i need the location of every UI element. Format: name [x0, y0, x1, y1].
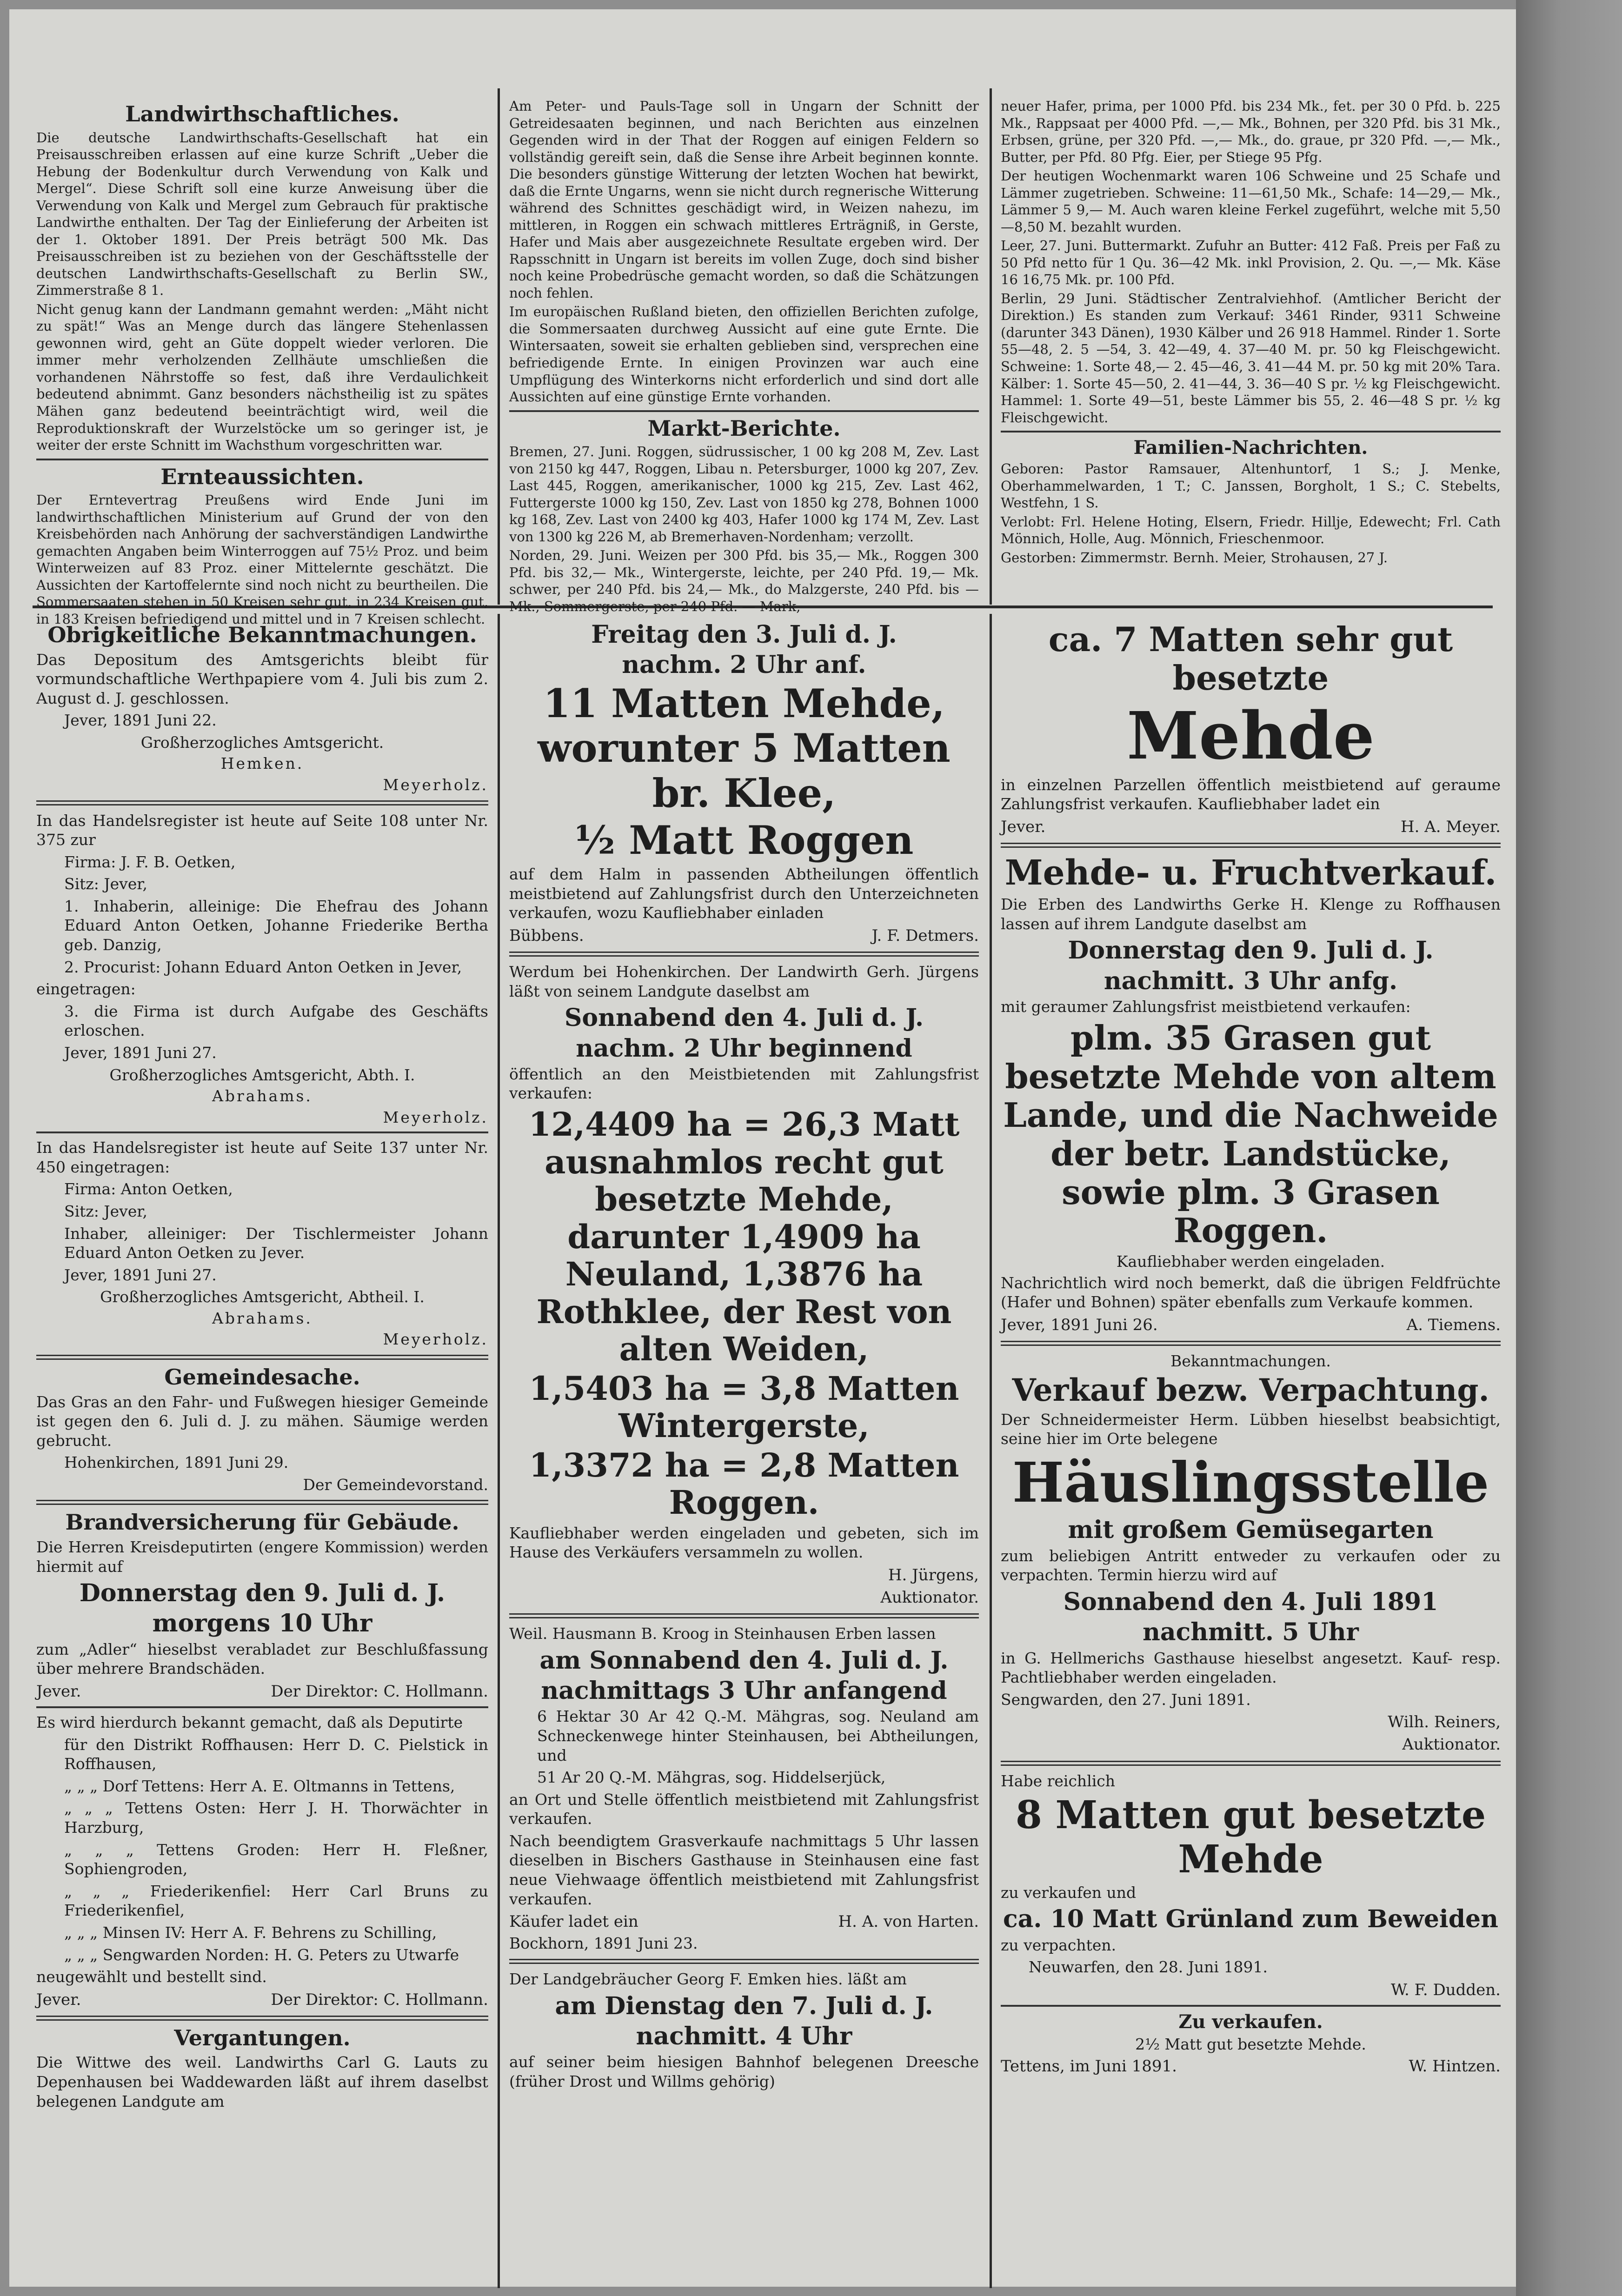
ad-1-signature — [509, 925, 979, 946]
ad-4-intro: Der Landgebräucher Georg F. Emken hies. läßt am — [509, 1970, 907, 1988]
register-1-clerk: Meyerholz. — [383, 1108, 488, 1126]
register-2-court: Großherzogliches Amtsgericht, Abtheil. I. — [100, 1288, 425, 1306]
ad-b3-text-3: in G. Hellmerichs Gasthause hieselbst angesetzt. Kauf- resp. Pachtliebhaber werden eingeladen. — [1001, 1649, 1501, 1687]
ad-b5-text: 2½ Matt gut besetzte Mehde. — [1135, 2035, 1366, 2054]
deputy-line: „ „ „ Friederikenfiel: Herr Carl Bruns zu Friederikenfiel, — [64, 1882, 488, 1920]
deputies-intro: Es wird hierdurch bekannt gemacht, daß als Deputirte — [36, 1713, 463, 1732]
register-2-owner: Inhaber, alleiniger: Der Tischlermeister Johann Eduard Anton Oetken zu Jever. — [64, 1224, 488, 1262]
ad-1-time: nachm. 2 Uhr anf. — [622, 651, 866, 679]
register-2-firm: Firma: Anton Oetken, — [64, 1180, 233, 1198]
register-1-seat: Sitz: Jever, — [64, 875, 147, 893]
middle-column — [509, 619, 979, 2283]
auctions-text: Die Wittwe des weil. Landwirths Carl G. Lauts zu Depenhausen bei Waddewarden läßt auf ihrem daselbst belegenen Landgute am — [36, 2053, 488, 2110]
ad-b4-text: zu verkaufen und — [1001, 1883, 1137, 1902]
divider — [36, 800, 488, 805]
ad-2-text: öffentlich an den Meistbietenden mit Zahlungsfrist verkaufen: — [509, 1065, 979, 1103]
deputies-outro: neugewählt und bestellt sind. — [36, 1968, 267, 1986]
ad-3-intro: Weil. Hausmann B. Kroog in Steinhausen Erben lassen — [509, 1624, 936, 1643]
berlin-cattle-market: Berlin, 29 Juni. Städtischer Zentralviehhof. (Amtlicher Bericht der Direktion.) Es standen zum Verkauf: 3461 Rinder, 9311 Schweine (darunter 343 Dänen), 1930 Kälber und 26 918 Hammel. Rinder 1. Sorte 55—48, 2. 5 —54, 3. 42—49, 4. 37—40 M. pr. 50 kg Fleischgewicht. Schweine: 1. Sorte 48,— 2. 45—46, 3. 41—44 M. pr. 50 kg mit 20% Tara. Kälber: 1. Sorte 45—50, 2. 41—44, 3. 36—40 S pr. ½ kg Fleischgewicht. Hammel: 1. Sorte 49—51, beste Lämmer bis 55, 2. 46—48 S pr. ½ kg Fleischgewicht. — [1001, 290, 1501, 426]
deputy-line: „ „ „ Sengwarden Norden: H. G. Peters zu Utwarfe — [64, 1945, 459, 1964]
ad-b2-date-2: Jever, 1891 Juni 26. — [1001, 1316, 1158, 1334]
ad-b4-sub: ca. 10 Matt Grünland zum Beweiden — [1003, 1905, 1498, 1934]
ad-b3-role: Auktionator. — [1402, 1735, 1501, 1754]
ad-b2-signer: A. Tiemens. — [1406, 1316, 1501, 1334]
divider — [509, 952, 979, 957]
register-1-firm: Firma: J. F. B. Oetken, — [64, 852, 236, 871]
ad-3-buyers: Käufer ladet ein — [509, 1912, 638, 1931]
scan-edge — [1516, 0, 1622, 2296]
divider — [1001, 2005, 1501, 2007]
right-column — [1001, 619, 1501, 2283]
community-place: Hohenkirchen, 1891 Juni 29. — [64, 1453, 289, 1472]
ad-1-signer: J. F. Detmers. — [871, 926, 979, 945]
ad-3-text-2: Nach beendigtem Grasverkaufe nachmittags 5 Uhr lassen dieselben in Bischers Gasthause in Steinhausen eine fast neue Viehwaage öffentlich meistbietend mit Zahlungsfrist verkaufen. — [509, 1831, 979, 1908]
ad-1-headline: 11 Matten Mehde, worunter 5 Matten br. Klee, — [538, 680, 951, 816]
deputy-line: „ „ „ Tettens Osten: Herr J. H. Thorwächter in Harzburg, — [64, 1799, 488, 1837]
fire-insurance-text: Die Herren Kreisdeputirten (engere Kommission) werden hiermit auf — [36, 1537, 488, 1576]
ad-2-mehde: 12,4409 ha = 26,3 Matt ausnahmlos recht gut besetzte Mehde, darunter 1,4909 ha Neuland, 1,3876 ha Rothklee, der Rest von alten Weiden, — [528, 1105, 960, 1369]
hungary-report: Am Peter- und Pauls-Tage soll in Ungarn der Schnitt der Getreidesaaten beginnen, und nach Berichten aus einzelnen Gegenden wird in der That der Roggen auf einigen Feldern so vollständig gereift sein, daß die Sense ihre Arbeit beginnen konnte. Die besonders günstige Witterung der letzten Wochen hat bewirkt, daß die Ernte Ungarns, wenn sie nicht durch regnerische Witterung während des Schnittes geschädigt wird, in Weizen nahezu, im mittleren, in Roggen ein schwach mittleres Erträgniß, in Gerste, Hafer und Mais aber ausgezeichnete Resultate ergeben wird. Der Rapsschnitt in Ungarn ist bereits im vollen Zuge, doch sind bisher noch keine Probedrüsche gemacht worden, so daß die Schätzungen noch fehlen. — [509, 98, 979, 301]
ad-b5-place: Tettens, im Juni 1891. — [1001, 2056, 1177, 2076]
ad-b2-title: Mehde- u. Fruchtverkauf. — [1004, 852, 1497, 893]
fire-insurance-title: Brandversicherung für Gebäude. — [65, 1510, 459, 1535]
ad-b2-time: nachmitt. 3 Uhr anfg. — [1103, 966, 1398, 995]
ad-4-text: auf seiner beim hiesigen Bahnhof belegenen Dreesche (früher Drost und Willms gehörig) — [509, 2053, 979, 2090]
ad-2-intro: Werdum bei Hohenkirchen. Der Landwirth Gerh. Jürgens läßt von seinem Landgute daselbst am — [509, 963, 979, 1000]
divider — [36, 2016, 488, 2021]
register-1-judge: Abrahams. — [212, 1087, 312, 1105]
ad-b4-big: 8 Matten gut besetzte Mehde — [1015, 1793, 1486, 1882]
left-column — [36, 619, 488, 2283]
ad-2-time: nachm. 2 Uhr beginnend — [576, 1034, 912, 1063]
market-prices: neuer Hafer, prima, per 1000 Pfd. bis 234 Mk., fet. per 30 0 Pfd. b. 225 Mk., Rappsaat per 4000 Pfd. —,— Mk., Bohnen, per 320 Pfd. bis 31 Mk., Erbsen, grüne, per 320 Pfd. —,— Mk., do. graue, pr 320 Pfd. —,— Mk., Butter, per Pfd. 80 Pfg. Eier, per Stiege 95 Pfg. — [1001, 98, 1501, 165]
column-rule-top-2 — [990, 88, 992, 605]
deputy-line: für den Distrikt Roffhausen: Herr D. C. Pielstick in Roffhausen, — [64, 1735, 488, 1773]
ad-b1-place: Jever. — [1001, 817, 1046, 836]
market-title: Markt-Berichte. — [647, 415, 841, 441]
newspaper-page — [9, 9, 1516, 2287]
market-bremen: Bremen, 27. Juni. Roggen, südrussischer, 1 00 kg 208 M, Zev. Last von 2150 kg 447, Roggen, Libau n. Petersburger, 1000 kg 207, Zev. Last 445, Roggen, amerikanischer, 1000 kg 215, Zev. Last 462, Futtergerste 1000 kg 150, Zev. Last von 1850 kg 278, Bohnen 1000 kg 168, Zev. Last von 2400 kg 403, Hafer 1000 kg 174 M, Zev. Last von 1300 kg 226 M, ab Bremerhaven-Nordenham; verzollt. — [509, 444, 979, 545]
crop-title: Ernteaussichten. — [160, 464, 364, 489]
family-born: Geboren: Pastor Ramsauer, Altenhuntorf, 1 S.; J. Menke, Oberhammelwarden, 1 T.; C. Janssen, Borgholt, 1 S.; C. Stebelts, Westfehn, 1 S. — [1001, 461, 1501, 511]
ad-b1-text: in einzelnen Parzellen öffentlich meistbietend auf geraume Zahlungsfrist verkaufen. Kaufliebhaber ladet ein — [1001, 775, 1501, 813]
register-1-line-2: 2. Procurist: Johann Eduard Anton Oetken in Jever, — [64, 958, 462, 976]
ad-b4-text-2: zu verpachten. — [1001, 1936, 1117, 1954]
ad-b5-title: Zu verkaufen. — [1178, 2011, 1323, 2033]
ad-b3-place: Sengwarden, den 27. Juni 1891. — [1001, 1690, 1251, 1709]
ad-b3-signer: Wilh. Reiners, — [1388, 1713, 1501, 1732]
divider — [509, 1959, 979, 1964]
ad-1-text: auf dem Halm in passenden Abtheilungen öffentlich meistbietend auf Zahlungsfrist durch den Unterzeichneten verkaufen, wozu Kaufliebhaber einladen — [509, 865, 979, 922]
ad-b2-text-2: mit geraumer Zahlungsfrist meistbietend verkaufen: — [1001, 997, 1411, 1016]
ad-b3-time: nachmitt. 5 Uhr — [1143, 1618, 1359, 1647]
register-2-date: Jever, 1891 Juni 27. — [64, 1265, 217, 1284]
family-engaged: Verlobt: Frl. Helene Hoting, Elsern, Friedr. Hillje, Edewecht; Frl. Cath Mönnich, Holle, Aug. Mönnich, Frieschenmoor. — [1001, 513, 1501, 547]
ad-b1-big: Mehde — [1127, 698, 1375, 774]
weekly-market: Der heutigen Wochenmarkt waren 106 Schweine und 25 Schafe und Lämmer zugetrieben. Schweine: 11—61,50 Mk., Schafe: 14—29,— Mk., Lämmer 5 9,— M. Auch waren kleine Ferkel zugeführt, welche mit 5,50—8,50 M. bezahlt wurden. — [1001, 168, 1501, 235]
ad-2-signer: H. Jürgens, — [888, 1565, 979, 1584]
ad-b3-date: Sonnabend den 4. Juli 1891 — [1063, 1587, 1438, 1616]
ad-3-place: Bockhorn, 1891 Juni 23. — [509, 1934, 698, 1953]
fire-insurance-date: Donnerstag den 9. Juli d. J. — [79, 1579, 445, 1608]
ad-3-lot-1: 6 Hektar 30 Ar 42 Q.-M. Mähgras, sog. Neuland am Schneckenwege hinter Steinhausen, bei Abtheilungen, und — [537, 1707, 979, 1764]
ad-2-wintergerste: 1,5403 ha = 3,8 Matten Wintergerste, — [529, 1369, 959, 1445]
deputy-line: „ „ „ Tettens Groden: Herr H. Fleßner, Sophiengroden, — [64, 1840, 488, 1878]
deputy-line: „ „ „ Dorf Tettens: Herr A. E. Oltmanns in Tettens, — [64, 1777, 455, 1795]
ad-1-date: Freitag den 3. Juli d. J. — [591, 620, 897, 649]
register-1-registered: eingetragen: — [36, 980, 136, 998]
ad-b2-text-4: Nachrichtlich wird noch bemerkt, daß die übrigen Feldfrüchte (Hafer und Bohnen) später ebenfalls zum Verkaufe kommen. — [1001, 1273, 1501, 1311]
fire-insurance-signature — [36, 1681, 488, 1702]
divider — [1001, 1341, 1501, 1346]
ad-3-signer: H. A. von Harten. — [838, 1912, 979, 1931]
register-1-line-3: 3. die Firma ist durch Aufgabe des Geschäfts erloschen. — [64, 1002, 488, 1040]
ad-b4-signer: W. F. Dudden. — [1390, 1980, 1501, 1999]
top-left-column — [36, 98, 488, 627]
ad-1-rye: ½ Matt Roggen — [574, 817, 914, 863]
ad-2-roggen: 1,3372 ha = 2,8 Matten Roggen. — [529, 1445, 959, 1522]
deputies-signature — [36, 1990, 488, 2010]
community-text: Das Gras an den Fahr- und Fußwegen hiesiger Gemeinde ist gegen den 6. Juli d. J. zu mähen. Säumige werden gebrucht. — [36, 1392, 488, 1450]
divider — [1001, 843, 1501, 848]
register-2-intro: In das Handelsregister ist heute auf Seite 137 unter Nr. 450 eingetragen: — [36, 1138, 488, 1176]
ad-b3-text-2: zum beliebigen Antritt entweder zu verkaufen oder zu verpachten. Termin hierzu wird auf — [1001, 1546, 1501, 1584]
community-title: Gemeindesache. — [164, 1364, 360, 1390]
ad-3-time: nachmittags 3 Uhr anfangend — [541, 1677, 947, 1705]
ad-4-date: am Dienstag den 7. Juli d. J. — [555, 1991, 933, 2020]
ad-3-text: an Ort und Stelle öffentlich meistbietend mit Zahlungsfrist verkaufen. — [509, 1790, 979, 1828]
ad-b3-big: Häuslingsstelle — [1012, 1450, 1489, 1515]
ad-b3-title: Verkauf bezw. Verpachtung. — [1012, 1371, 1489, 1408]
ad-b3-sub: mit großem Gemüsegarten — [1068, 1516, 1434, 1544]
register-2-seat: Sitz: Jever, — [64, 1202, 147, 1220]
ad-b2-text: Die Erben des Landwirths Gerke H. Klenge zu Roffhausen lassen auf ihrem Landgute daselbst am — [1001, 895, 1501, 933]
deputies-director: Der Direktor: C. Hollmann. — [271, 1990, 488, 2009]
deposit-notice: Das Depositum des Amtsgerichts bleibt für vormundschaftliche Werthpapiere vom 4. Juli bis zum 2. August d. J. geschlossen. — [36, 650, 488, 707]
family-died: Gestorben: Zimmermstr. Bernh. Meier, Strohausen, 27 J. — [1001, 549, 1388, 566]
register-1-intro: In das Handelsregister ist heute auf Seite 108 unter Nr. 375 zur — [36, 811, 488, 849]
ad-3-lot-2: 51 Ar 20 Q.-M. Mähgras, sog. Hiddelserjück, — [537, 1768, 886, 1787]
ad-b1-signer: H. A. Meyer. — [1400, 817, 1501, 836]
column-rule-top-1 — [498, 88, 500, 605]
divider — [36, 1355, 488, 1360]
market-norden: Norden, 29. Juni. Weizen per 300 Pfd. bis 35,— Mk., Roggen 300 Pfd. bis 32,— Mk., Wintergerste, leichte, per 240 Pfd. 19,— Mk. schwer, per 240 Pfd. bis 24,— Mk., do Malzgerste, 240 Pfd. bis — Mk., Sommergerste, per 240 Pfd. — Mark, — [509, 547, 979, 614]
register-2-judge: Abrahams. — [212, 1309, 312, 1327]
ad-b2-text-3: Kaufliebhaber werden eingeladen. — [1116, 1252, 1385, 1271]
official-title: Obrigkeitliche Bekanntmachungen. — [47, 622, 477, 647]
ad-b5-signature — [1001, 2056, 1501, 2076]
ad-b1-signature — [1001, 817, 1501, 837]
divider — [36, 1500, 488, 1505]
deputies-place: Jever. — [36, 1990, 81, 2009]
community-sign: Der Gemeindevorstand. — [303, 1475, 488, 1494]
deposit-judge: Hemken. — [220, 754, 304, 773]
ad-2-text-2: Kaufliebhaber werden eingeladen und gebeten, sich im Hause des Verkäufers versammeln zu wollen. — [509, 1524, 979, 1562]
ad-b2-big: plm. 35 Grasen gut besetzte Mehde von altem Lande, und die Nachweide der betr. Landstücke, sowie plm. 3 Grasen Roggen. — [1003, 1018, 1498, 1251]
divider — [1001, 1761, 1501, 1766]
register-2-clerk: Meyerholz. — [383, 1330, 488, 1349]
ad-1-place: Bübbens. — [509, 926, 584, 945]
ad-b3-text: Der Schneidermeister Herm. Lübben hieselbst beabsichtigt, seine hier im Orte belegene — [1001, 1410, 1501, 1448]
deposit-clerk: Meyerholz. — [383, 775, 488, 794]
ad-b4-place: Neuwarfen, den 28. Juni 1891. — [1029, 1958, 1268, 1977]
register-1-line-1: 1. Inhaberin, alleinige: Die Ehefrau des Johann Eduard Anton Oetken, Johanne Friederike Bertha geb. Danzig, — [64, 897, 488, 954]
divider — [509, 410, 979, 412]
column-rule-2 — [990, 614, 992, 2288]
top-right-column — [1001, 98, 1501, 602]
divider — [36, 459, 488, 460]
agri-paragraph-2: Nicht genug kann der Landmann gemahnt werden: „Mäht nicht zu spät!“ Was an Menge durch das längere Stehenlassen gewonnen wird, geht an Güte doppelt wieder verloren. Die immer mehr verholzenden Zellhäute umschließen die vorhandenen Nährstoffe so fest, daß ihre Verdaulichkeit bedeutend abnimmt. Ganz besonders nächstheilig ist zu spätes Mähen ganz bedeutend beeinträchtigt wird, weil die Reproduktionskraft der Wurzelstöcke um so geringer ist, je weiter der erste Schnitt im Wachsthum vorgeschritten war. — [36, 301, 488, 453]
leer-butter-market: Leer, 27. Juni. Buttermarkt. Zufuhr an Butter: 412 Faß. Preis per Faß zu 50 Pfd netto für 1 Qu. 36—42 Mk. inkl Provision, 2. Qu. —,— Mk. Käse 16 16,75 Mk. pr. 100 Pfd. — [1001, 238, 1501, 288]
column-rule-1 — [498, 614, 500, 2288]
deputy-line: „ „ „ Minsen IV: Herr A. F. Behrens zu Schilling, — [64, 1923, 437, 1942]
ad-b1-title: ca. 7 Matten sehr gut besetzte — [1048, 619, 1453, 698]
divider — [509, 1613, 979, 1618]
fire-insurance-time: morgens 10 Uhr — [152, 1609, 372, 1638]
fire-insurance-place: Jever. — [36, 1682, 81, 1701]
auctions-title: Vergantungen. — [174, 2025, 351, 2050]
ad-b3-small: Bekanntmachungen. — [1170, 1352, 1331, 1371]
ad-b2-date: Donnerstag den 9. Juli d. J. — [1068, 936, 1434, 965]
family-title: Familien-Nachrichten. — [1133, 437, 1368, 459]
deposit-court: Großherzogliches Amtsgericht. — [140, 733, 384, 752]
agri-title: Landwirthschaftliches. — [125, 101, 399, 126]
ad-b5-signer: W. Hintzen. — [1409, 2056, 1501, 2076]
divider — [36, 1706, 488, 1708]
crop-paragraph: Der Erntevertrag Preußens wird Ende Juni im landwirthschaftlichen Ministerium auf Grund der von den Kreisbehörden nach Anhörung der sachverständigen Landwirthe gemachten Angaben beim Winterroggen auf 75½ Proz. und beim Winterweizen auf 83 Proz. einer Mittelernte geschätzt. Die Aussichten der Kartoffelernte sind noch nicht zu beurtheilen. Die Sommersaaten stehen in 50 Kreisen sehr gut, in 234 Kreisen gut, in 183 Kreisen befriedigend und mittel und in 7 Kreisen schlecht. — [36, 492, 488, 627]
ad-2-date: Sonnabend den 4. Juli d. J. — [564, 1004, 924, 1032]
ad-2-role: Auktionator. — [880, 1588, 979, 1607]
register-1-date: Jever, 1891 Juni 27. — [64, 1043, 217, 1062]
fire-insurance-text-2: zum „Adler“ hieselbst verabladet zur Beschlußfassung über mehrere Brandschäden. — [36, 1640, 488, 1678]
top-middle-column — [509, 98, 979, 614]
deposit-date: Jever, 1891 Juni 22. — [64, 711, 217, 730]
fire-insurance-director: Der Direktor: C. Hollmann. — [271, 1682, 488, 1701]
register-1-court: Großherzogliches Amtsgericht, Abth. I. — [109, 1065, 415, 1084]
divider — [1001, 431, 1501, 433]
ad-b2-signature — [1001, 1315, 1501, 1335]
divider — [36, 1131, 488, 1133]
ad-3-date: am Sonnabend den 4. Juli d. J. — [539, 1646, 949, 1675]
agri-paragraph-1: Die deutsche Landwirthschafts-Gesellschaft hat ein Preisausschreiben erlassen auf eine kurze Schrift „Ueber die Hebung der Bodenkultur durch Verwendung von Kalk und Mergel“. Diese Schrift soll eine kurze Anweisung über die Verwendung von Kalk und Mergel zum Gebrauch für praktische Landwirthe enthalten. Der Tag der Einlieferung der Arbeiten ist der 1. Oktober 1891. Der Preis beträgt 500 Mk. Das Preisausschreiben ist zu beziehen von der Geschäftsstelle der deutschen Landwirthschafts-Gesellschaft zu Berlin SW., Zimmerstraße 8 1. — [36, 129, 488, 299]
russia-report: Im europäischen Rußland bieten, den offiziellen Berichten zufolge, die Sommersaaten durchweg Aussicht auf eine gute Ernte. Die Wintersaaten, soweit sie erhalten geblieben sind, versprechen eine befriedigende Ernte. In einigen Provinzen war auch eine Umpflügung des Winterkorns nicht erforderlich und sind dort alle Aussichten auf eine günstige Ernte vorhanden. — [509, 304, 979, 405]
ad-3-signature — [509, 1911, 979, 1932]
ad-4-time: nachmitt. 4 Uhr — [636, 2022, 852, 2050]
ad-b4-intro: Habe reichlich — [1001, 1771, 1116, 1790]
